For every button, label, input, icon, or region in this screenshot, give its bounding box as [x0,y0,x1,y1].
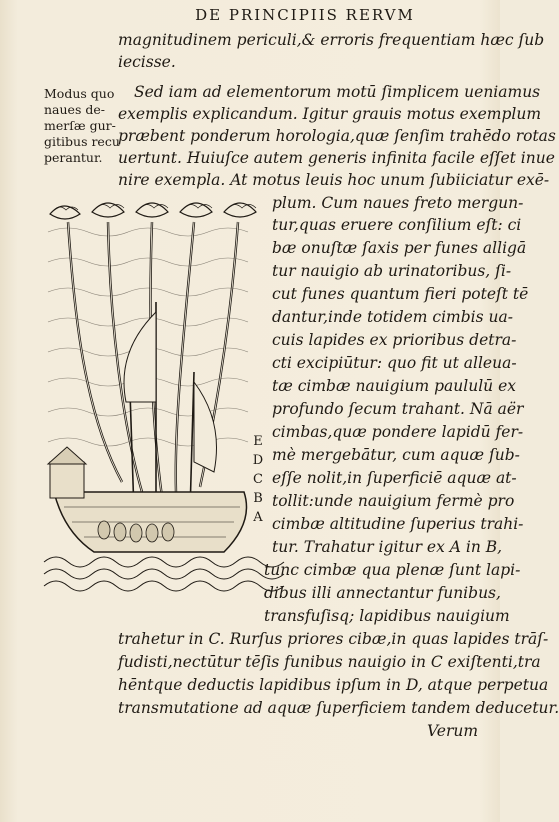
text-line: exemplis explicandum. Igitur grauis motus exemplum [118,105,542,123]
text-line: profundo ſecum trahant. Nā aër [272,400,524,418]
figure-letter: C [253,472,263,487]
figure-letter: E [253,434,263,449]
figure-letter: A [253,510,263,525]
text-line: iecisse. [118,53,176,71]
text-line: cti excipiūtur: quo fit ut alleua- [272,354,517,372]
text-line: bæ onuſtæ ſaxis per funes alligā [272,239,527,257]
marginal-note-line: perantur. [44,150,103,165]
text-line: eſſe nolit,in ſuperficiē aquæ at- [272,469,517,487]
marginal-note-line: Modus quo [44,86,115,101]
text-line: magnitudinem periculi,& erroris frequentiam hæc ſub [118,31,545,49]
text-line: tur. Trahatur igitur ex A in B, [272,538,503,556]
text-line: Sed iam ad elementorum motū ſimplicem ueniamus [134,83,541,101]
text-line: cuis lapides ex prioribus detra- [272,331,517,349]
figure-letter: D [252,453,264,468]
text-line: transmutatione ad aquæ ſuperficiem tandem deducetur. [118,699,559,717]
marginal-note-line: naues de- [44,102,105,117]
text-line: tunc cimbæ qua plenæ ſunt lapi- [264,561,521,579]
text-line: plum. Cum naues freto mergun- [272,194,524,212]
text-line: tollit:unde nauigium fermè pro [272,492,515,510]
running-header: DE PRINCIPIIS RERVM [195,6,415,24]
marginal-note-line: merſæ gur- [44,118,116,133]
woodcut-illustration [44,192,272,598]
text-line: nire exempla. At motus leuis hoc unum ſubiiciatur exē- [118,171,550,189]
text-line: trahetur in C. Rurſus priores cibæ,in quas lapides trāſ- [118,630,549,648]
text-line: transfuſisq; lapidibus nauigium [264,607,510,625]
text-line: cut funes quantum fieri poteſt tē [272,285,529,303]
marginal-note-line: gitibus recu [44,134,120,149]
figure-letter: B [253,491,263,506]
marginal-note [44,86,124,166]
text-line: uertunt. Huiuſce autem generis infinita facile eſſet inue [118,149,555,167]
text-line: dantur,inde totidem cimbis ua- [272,308,513,326]
text-line: fudisti,nectūtur tēſis funibus nauigio in C exiſtenti,tra [118,653,541,671]
text-line: mè mergebātur, cum aquæ ſub- [272,446,520,464]
figure-letter-labels [248,432,268,527]
text-line: præbent ponderum horologia,quæ ſenſim trahēdo rotas [118,127,556,145]
text-line: hēntque deductis lapidibus ipſum in D, atque perpetua [118,676,549,694]
text-line: cimbæ altitudine ſuperius trahi- [272,515,524,533]
text-line: dibus illi annectantur funibus, [264,584,501,602]
text-line: cimbas,quæ pondere lapidū fer- [272,423,524,441]
text-line: tur,quas eruere conſilium eſt: ci [272,216,522,234]
catchword: Verum [427,722,479,740]
text-line: tur nauigio ab urinatoribus, ſi- [272,262,512,280]
text-line: tæ cimbæ nauigium paululū ex [272,377,516,395]
